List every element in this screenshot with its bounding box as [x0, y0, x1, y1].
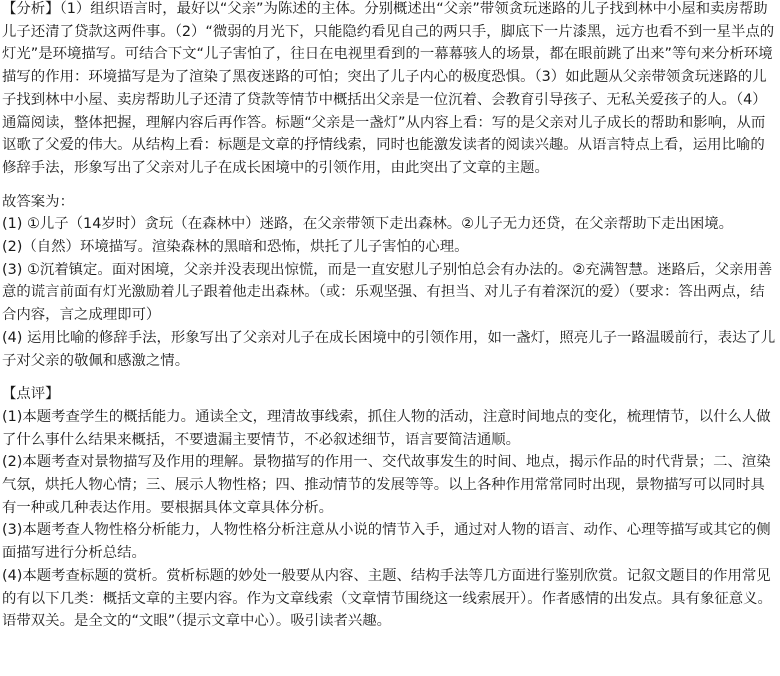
- answer-item-4: (4) 运用比喻的修辞手法，形象写出了父亲对儿子在成长困境中的引领作用，如一盏灯，照亮儿子一路温暖前行，表达了儿子对父亲的敬佩和感激之情。: [2, 329, 776, 369]
- comment-item-4: (4)本题考查标题的赏析。赏析标题的妙处一般要从内容、主题、结构手法等几方面进行鉴别欣赏。记叙文题目的作用常见的有以下几类：概括文章的主要内容。作为文章线索（文章情节围绕这一线索展开）。作者感情的出发点。具有象征意义。语带双关。是全文的“文眼”（提示文章中心）。吸引读者兴趣。: [2, 567, 772, 630]
- comment-item-1: (1)本题考查学生的概括能力。通读全文，理清故事线索，抓住人物的活动，注意时间地点的变化，梳理情节，以什么人做了什么事什么结果来概括，不要遗漏主要情节，不必叙述细节，语言要简洁通顺。: [2, 408, 771, 448]
- answers-heading: 故答案为：: [2, 193, 74, 210]
- spacer: [2, 180, 778, 191]
- comment-item-3: (3)本题考查人物性格分析能力，人物性格分析注意从小说的情节入手，通过对人物的语言、动作、心理等描写或其它的侧面描写进行分析总结。: [2, 522, 771, 562]
- comment-item-2: (2)本题考查对景物描写及作用的理解。景物描写的作用一、交代故事发生的时间、地点，揭示作品的时代背景；二、渲染气氛，烘托人物心情；三、展示人物性格；四、推动情节的发展等等。以上各种作用常常同时出现，景物描写可以同时具有一种或几种表达作用。要根据具体文章具体分析。: [2, 454, 771, 516]
- answer-item-3: (3) ①沉着镇定。面对困境，父亲并没表现出惊慌，而是一直安慰儿子别怕总会有办法的。②充满智慧。迷路后，父亲用善意的谎言前面有灯光激励着儿子跟着他走出森林。（或：乐观坚强、有担当、对儿子有着深沉的爱）（要求：答出两点，结合内容，言之成理即可）: [2, 261, 773, 324]
- comments-heading: 【点评】: [2, 386, 60, 403]
- document-body: [2, 0, 778, 633]
- analysis-paragraph: 【分析】（1）组织语言时，最好以“父亲”为陈述的主体。分别概述出“父亲”带领贪玩迷路的儿子找到林中小屋和卖房帮助儿子还清了贷款这两件事。（2）“微弱的月光下，只能隐约看见自己的两只手，脚底下一片漆黑，远方也看不到一星半点的灯光”是环境描写。可结合下文“儿子害怕了，往日在电视里看到的一幕幕骇人的场景，都在眼前跳了出来”等句来分析环境描写的作用：环境描写是为了渲染了黑夜迷路的可怕；突出了儿子内心的极度恐惧。（3）如此题从父亲带领贪玩迷路的儿子找到林中小屋、卖房帮助儿子还清了贷款等情节中概括出父亲是一位沉着、会教育引导孩子、无私关爱孩子的人。（4）通篇阅读，整体把握，理解内容后再作答。标题“父亲是一盏灯”从内容上看：写的是父亲对儿子成长的帮助和影响，从而讴歌了父爱的伟大。从结构上看：标题是文章的抒情线索，同时也能激发读者的阅读兴趣。从语言特点上看，运用比喻的修辞手法，形象写出了父亲对儿子在成长困境中的引领作用，由此突出了文章的主题。: [2, 1, 775, 176]
- answer-item-2: (2)（自然）环境描写。渲染森林的黑暗和恐怖，烘托了儿子害怕的心理。: [2, 239, 469, 256]
- spacer: [2, 372, 778, 383]
- answer-item-1: (1) ①儿子（14岁时）贪玩（在森林中）迷路，在父亲带领下走出森林。②儿子无力还贷，在父亲帮助下走出困境。: [2, 216, 734, 233]
